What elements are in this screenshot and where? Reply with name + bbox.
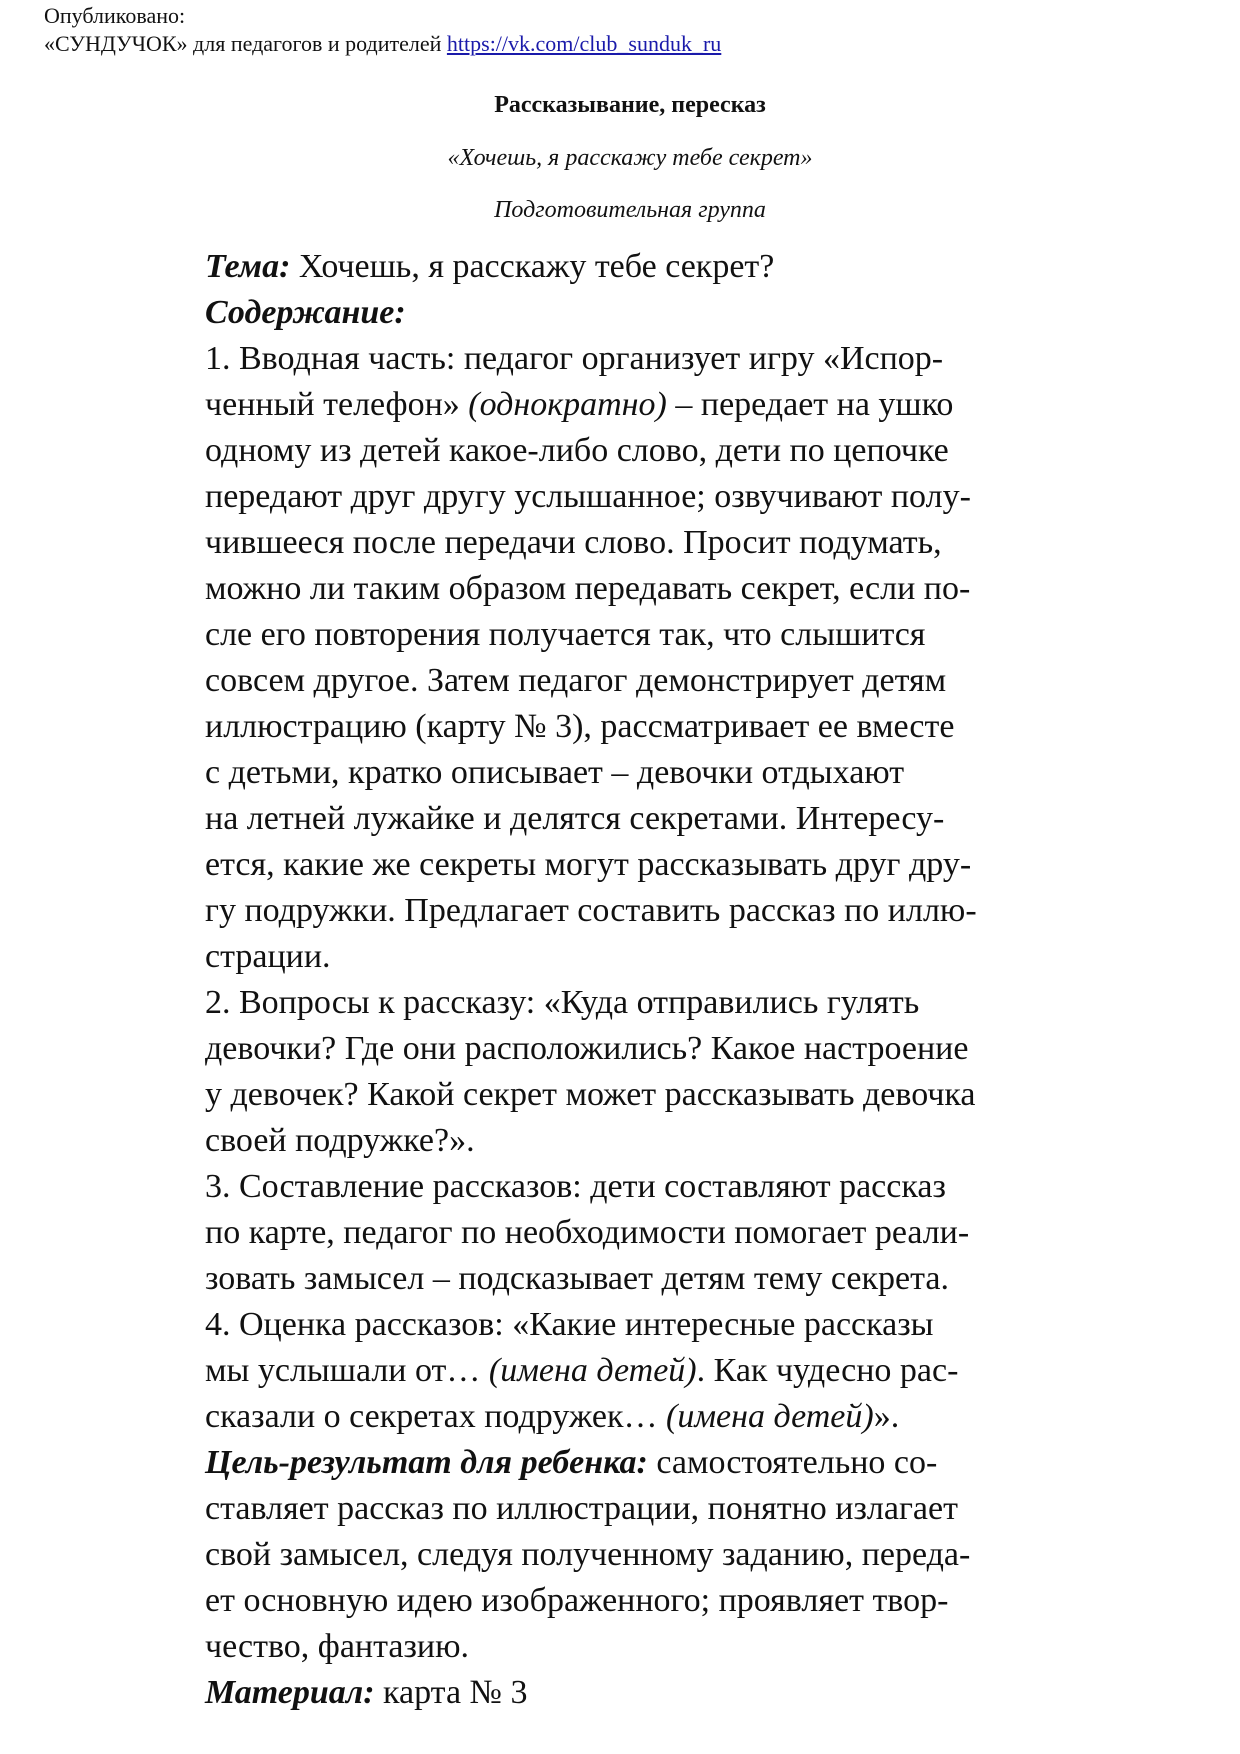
age-group: Подготовительная группа xyxy=(494,197,766,223)
paragraph-line: на летней лужайке и делятся секретами. Интересу- xyxy=(205,800,945,837)
paragraph-line: гу подружки. Предлагает составить рассказ по иллю- xyxy=(205,892,977,929)
paragraph-line: передают друг другу услышанное; озвучивают полу- xyxy=(205,478,971,515)
paragraph-line: девочки? Где они расположились? Какое настроение xyxy=(205,1030,969,1067)
topic-line xyxy=(205,244,1075,290)
paragraph-line: зовать замысел – подсказывает детям тему секрета. xyxy=(205,1260,949,1297)
paragraph-line: 4. Оценка рассказов: «Какие интересные рассказы xyxy=(205,1306,934,1343)
section-questions xyxy=(205,980,1075,1164)
paragraph-line: чившееся после передачи слово. Просит подумать, xyxy=(205,524,942,561)
paragraph-line: ется, какие же секреты могут рассказывать друг дру- xyxy=(205,846,972,883)
vk-link[interactable]: https://vk.com/club_sunduk_ru xyxy=(446,31,722,56)
text-run: ». xyxy=(873,1398,900,1435)
text-run: . Как чудесно рас- xyxy=(696,1352,959,1389)
paragraph-line: 1. Вводная часть: педагог организует игру «Испор- xyxy=(205,340,944,377)
paragraph-line: иллюстрацию (карту № 3), рассматривает ее вместе xyxy=(205,708,955,745)
content-label: Содержание: xyxy=(205,294,406,331)
paragraph-line: своей подружке?». xyxy=(205,1122,475,1159)
section-composing xyxy=(205,1164,1075,1302)
goal-label: Цель-результат для ребенка: xyxy=(205,1444,648,1481)
paragraph-line xyxy=(205,382,1075,428)
publisher-name: «СУНДУЧОК» для педагогов и родителей xyxy=(44,31,442,56)
material-line xyxy=(205,1670,1075,1716)
topic-label: Тема: xyxy=(205,248,291,285)
text-run: самостоятельно со- xyxy=(647,1444,938,1481)
italic-note: (имена детей) xyxy=(488,1352,697,1389)
text-run: мы услышали от… xyxy=(205,1352,489,1389)
document-title: Рассказывание, пересказ xyxy=(494,92,766,118)
paragraph-line: одному из детей какое-либо слово, дети по цепочке xyxy=(205,432,949,469)
paragraph-line: 3. Составление рассказов: дети составляют рассказ xyxy=(205,1168,946,1205)
topic-text: Хочешь, я расскажу тебе секрет? xyxy=(290,248,775,285)
text-run: сказали о секретах подружек… xyxy=(205,1398,667,1435)
italic-note: (имена детей) xyxy=(666,1398,874,1435)
paragraph-line xyxy=(205,1440,1075,1486)
paragraph-line: сле его повторения получается так, что слышится xyxy=(205,616,926,653)
material-label: Материал: xyxy=(205,1674,375,1711)
paragraph-line xyxy=(205,1394,1075,1440)
publisher-line xyxy=(44,30,721,58)
italic-note: (однократно) xyxy=(468,386,667,423)
lesson-content xyxy=(205,244,1075,1716)
material-text: карта № 3 xyxy=(374,1674,528,1711)
paragraph-line xyxy=(205,1348,1075,1394)
document-subtitle: «Хочешь, я расскажу тебе секрет» xyxy=(447,145,813,171)
section-goal xyxy=(205,1440,1075,1670)
text-run: ченный телефон» xyxy=(205,386,469,423)
paragraph-line: 2. Вопросы к рассказу: «Куда отправились гулять xyxy=(205,984,920,1021)
paragraph-line: свой замысел, следуя полученному заданию, переда- xyxy=(205,1536,971,1573)
section-evaluation xyxy=(205,1302,1075,1440)
paragraph-line: ет основную идею изображенного; проявляет твор- xyxy=(205,1582,949,1619)
text-run: – передает на ушко xyxy=(666,386,954,423)
paragraph-line: совсем другое. Затем педагог демонстрирует детям xyxy=(205,662,947,699)
paragraph-line: с детьми, кратко описывает – девочки отдыхают xyxy=(205,754,905,791)
paragraph-line: ставляет рассказ по иллюстрации, понятно излагает xyxy=(205,1490,958,1527)
paragraph-line: по карте, педагог по необходимости помогает реали- xyxy=(205,1214,970,1251)
paragraph-line: у девочек? Какой секрет может рассказывать девочка xyxy=(205,1076,976,1113)
section-introduction xyxy=(205,336,1075,980)
publication-header xyxy=(44,2,721,58)
paragraph-line: можно ли таким образом передавать секрет, если по- xyxy=(205,570,971,607)
published-label: Опубликовано: xyxy=(44,3,186,28)
paragraph-line: чество, фантазию. xyxy=(205,1628,470,1665)
paragraph-line: страции. xyxy=(205,938,331,975)
